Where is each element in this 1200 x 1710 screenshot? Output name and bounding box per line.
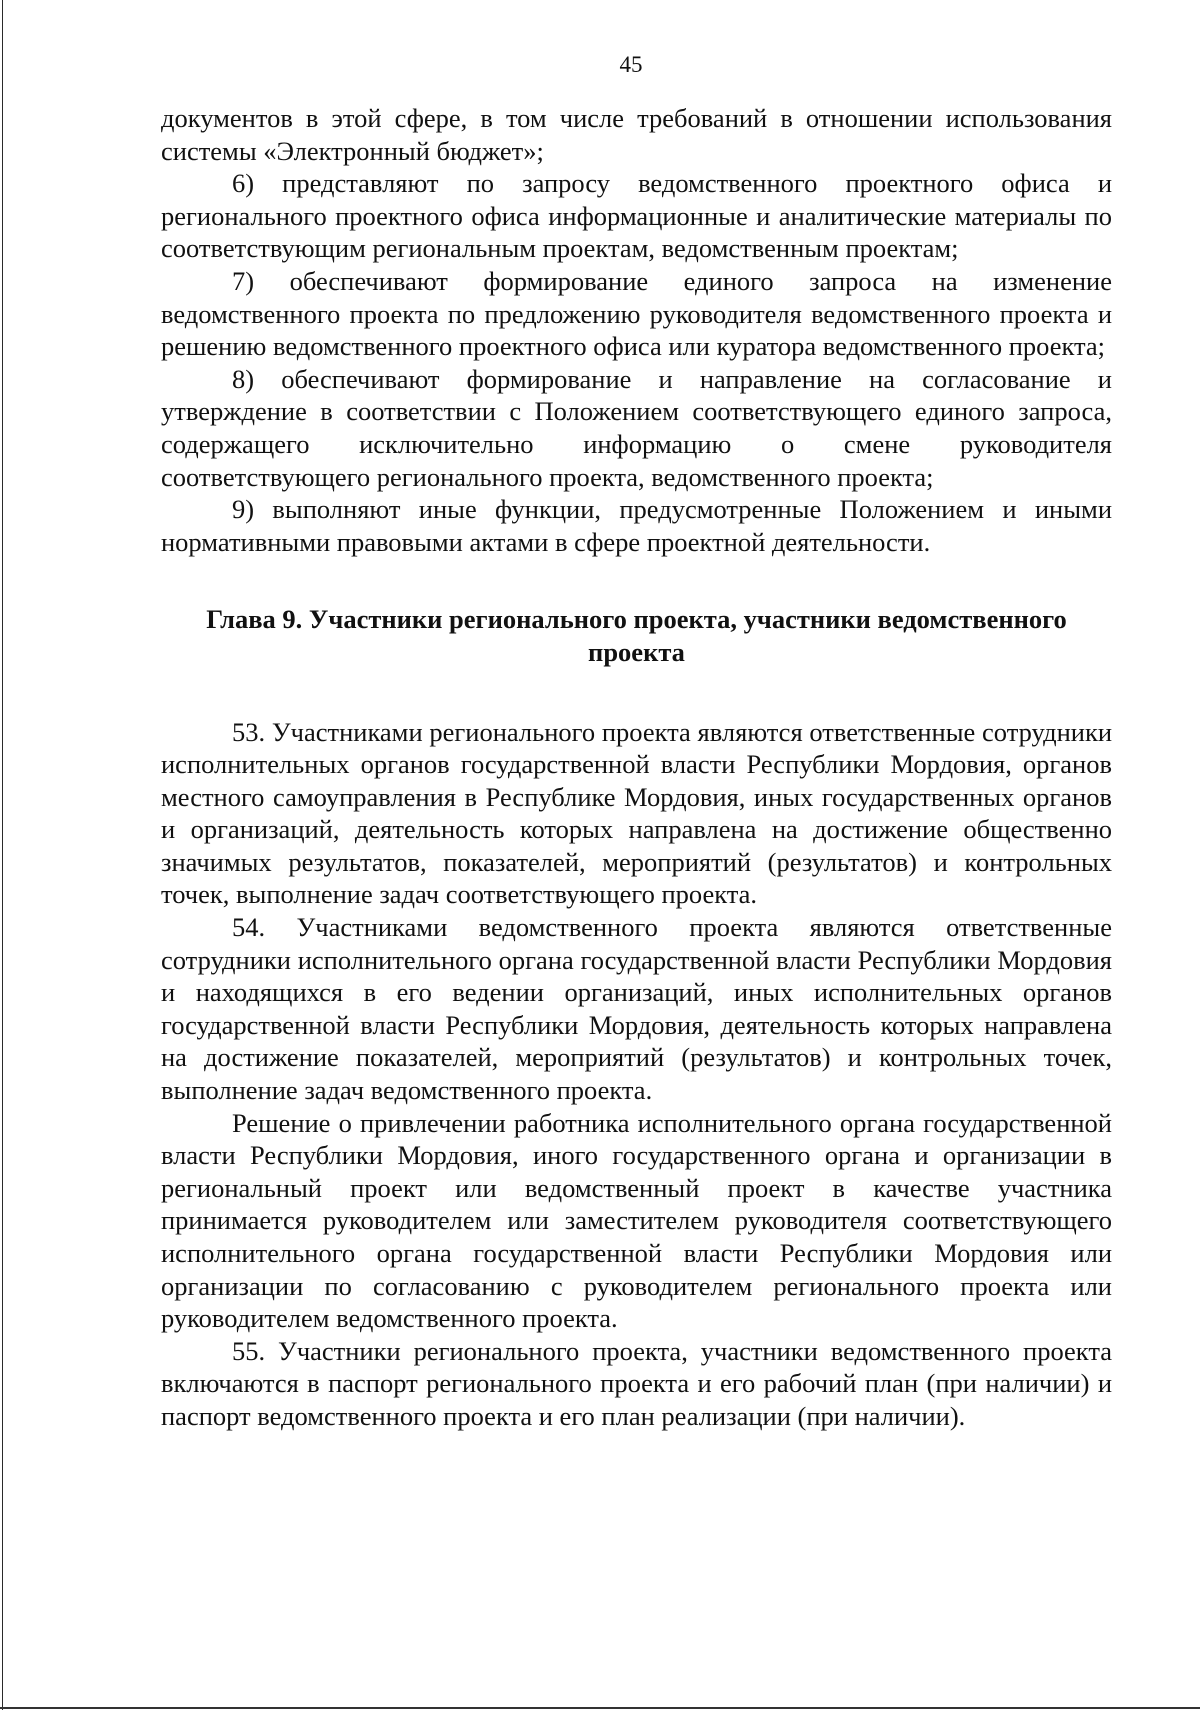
document-body bbox=[161, 102, 1112, 1433]
chapter-heading bbox=[161, 603, 1112, 668]
list-item-8: 8) обеспечивают формирование и направление на согласование и утверждение в соответствии с Положением соответствующего единого запроса, содержащего исключительно информацию о смене руководителя соответствующего регионального проекта, ведомственного проекта; bbox=[161, 363, 1112, 492]
scan-edge-left bbox=[2, 0, 3, 1710]
paragraph-continuation: документов в этой сфере, в том числе требований в отношении использования системы «Электронный бюджет»; bbox=[161, 103, 1112, 166]
paragraph-54-decision: Решение о привлечении работника исполнительного органа государственной власти Республики Мордовия, иного государственного органа и организации в региональный проект или ведомственный проект в качестве участника принимается руководителем или заместителем руководителя соответствующего исполнительного органа государственной власти Республики Мордовия или организации по согласованию с руководителем регионального проекта или руководителем ведомственного проекта. bbox=[161, 1107, 1112, 1334]
paragraph-54: 54. Участниками ведомственного проекта являются ответственные сотрудники исполнительного органа государственной власти Республики Мордовия и находящихся в его ведении организаций, иных исполнительных органов государственной власти Республики Мордовия, деятельность которых направлена на достижение показателей, мероприятий (результатов) и контрольных точек, выполнение задач ведомственного проекта. bbox=[161, 912, 1112, 1106]
paragraph-55: 55. Участники регионального проекта, участники ведомственного проекта включаются в паспорт регионального проекта и его рабочий план (при наличии) и паспорт ведомственного проекта и его план реализации (при наличии). bbox=[161, 1335, 1112, 1431]
list-item-6: 6) представляют по запросу ведомственного проектного офиса и регионального проектного офиса информационные и аналитические материалы по соответствующим региональным проектам, ведомственным проектам; bbox=[161, 168, 1112, 264]
chapter-heading-line-1: Глава 9. Участники регионального проекта, участники ведомственного bbox=[206, 604, 1067, 635]
chapter-heading-line-2: проекта bbox=[588, 636, 685, 667]
scan-edge-bottom bbox=[0, 1707, 1200, 1709]
paragraph-53: 53. Участниками регионального проекта являются ответственные сотрудники исполнительных органов государственной власти Республики Мордовия, органов местного самоуправления в Республике Мордовия, иных государственных органов и организаций, деятельность которых направлена на достижение общественно значимых результатов, показателей, мероприятий (результатов) и контрольных точек, выполнение задач соответствующего проекта. bbox=[161, 716, 1112, 910]
list-item-9: 9) выполняют иные функции, предусмотренные Положением и иными нормативными правовыми актами в сфере проектной деятельности. bbox=[161, 494, 1112, 557]
page-number: 45 bbox=[619, 52, 643, 77]
list-item-7: 7) обеспечивают формирование единого запроса на изменение ведомственного проекта по предложению руководителя ведомственного проекта и решению ведомственного проектного офиса или куратора ведомственного проекта; bbox=[161, 265, 1112, 362]
